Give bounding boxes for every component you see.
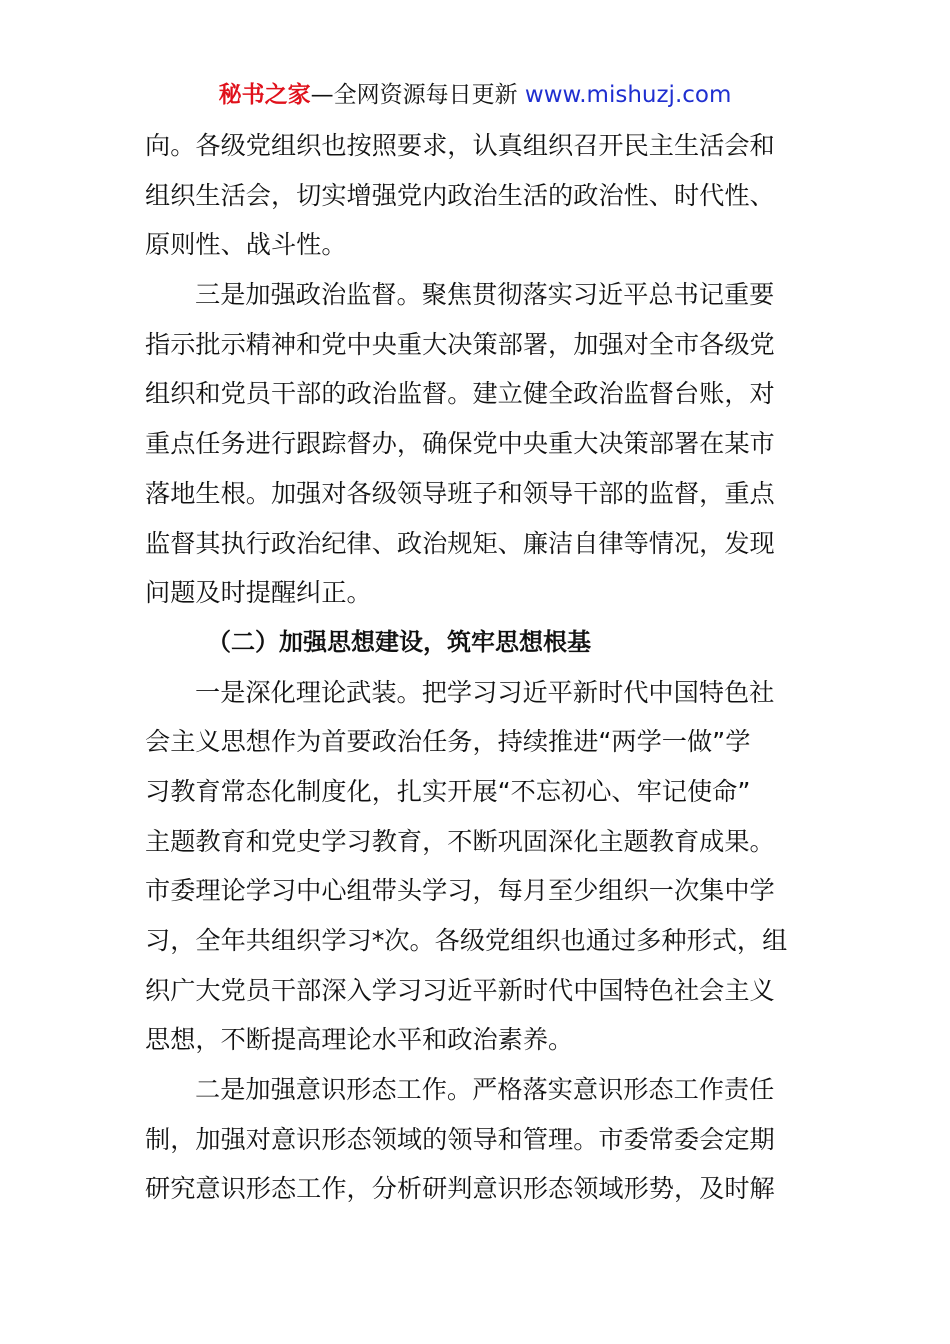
site-header (0, 78, 950, 112)
text-line: 组织和党员干部的政治监督。建立健全政治监督台账，对 (145, 379, 775, 409)
text-line: 市委理论学习中心组带头学习，每月至少组织一次集中学 (145, 876, 775, 906)
text-line: 习，全年共组织学习*次。各级党组织也通过多种形式，组 (145, 926, 788, 955)
paragraph-start: 二是加强意识形态工作。严格落实意识形态工作责任 (195, 1075, 775, 1105)
text-line: 监督其执行政治纪律、政治规矩、廉洁自律等情况，发现 (145, 528, 775, 558)
text-line: 重点任务进行跟踪督办，确保党中央重大决策部署在某市 (145, 429, 775, 459)
paragraph-start: 三是加强政治监督。聚焦贯彻落实习近平总书记重要 (195, 280, 775, 310)
text-line: 向。各级党组织也按照要求，认真组织召开民主生活会和 (145, 131, 775, 160)
text-line: 思想，不断提高理论水平和政治素养。 (145, 1025, 574, 1055)
text-line: 习教育常态化制度化，扎实开展“不忘初心、牢记使命” (145, 776, 751, 806)
text-line: 织广大党员干部深入学习习近平新时代中国特色社会主义 (145, 975, 775, 1005)
text-line: 原则性、战斗性。 (145, 230, 347, 260)
text-line: 制，加强对意识形态领域的领导和管理。市委常委会定期 (145, 1124, 775, 1154)
section-heading: （二）加强思想建设，筑牢思想根基 (207, 627, 591, 656)
text-line: 落地生根。加强对各级领导班子和领导干部的监督，重点 (145, 478, 775, 508)
text-line: 问题及时提醒纠正。 (145, 578, 372, 608)
text-line: 主题教育和党史学习教育，不断巩固深化主题教育成果。 (145, 826, 775, 856)
paragraph-start: 一是深化理论武装。把学习习近平新时代中国特色社 (195, 677, 775, 707)
site-url-link[interactable]: www.mishuzj.com (524, 82, 732, 108)
text-line: 研究意识形态工作，分析研判意识形态领域形势，及时解 (145, 1174, 775, 1204)
brand-name: 秘书之家 (218, 82, 311, 108)
text-line: 组织生活会，切实增强党内政治生活的政治性、时代性、 (145, 180, 775, 210)
text-line: 指示批示精神和党中央重大决策部署，加强对全市各级党 (145, 329, 775, 359)
header-tagline: —全网资源每日更新 (310, 82, 518, 108)
text-line: 会主义思想作为首要政治任务，持续推进“两学一做”学 (145, 727, 751, 757)
document-body (145, 121, 810, 1214)
